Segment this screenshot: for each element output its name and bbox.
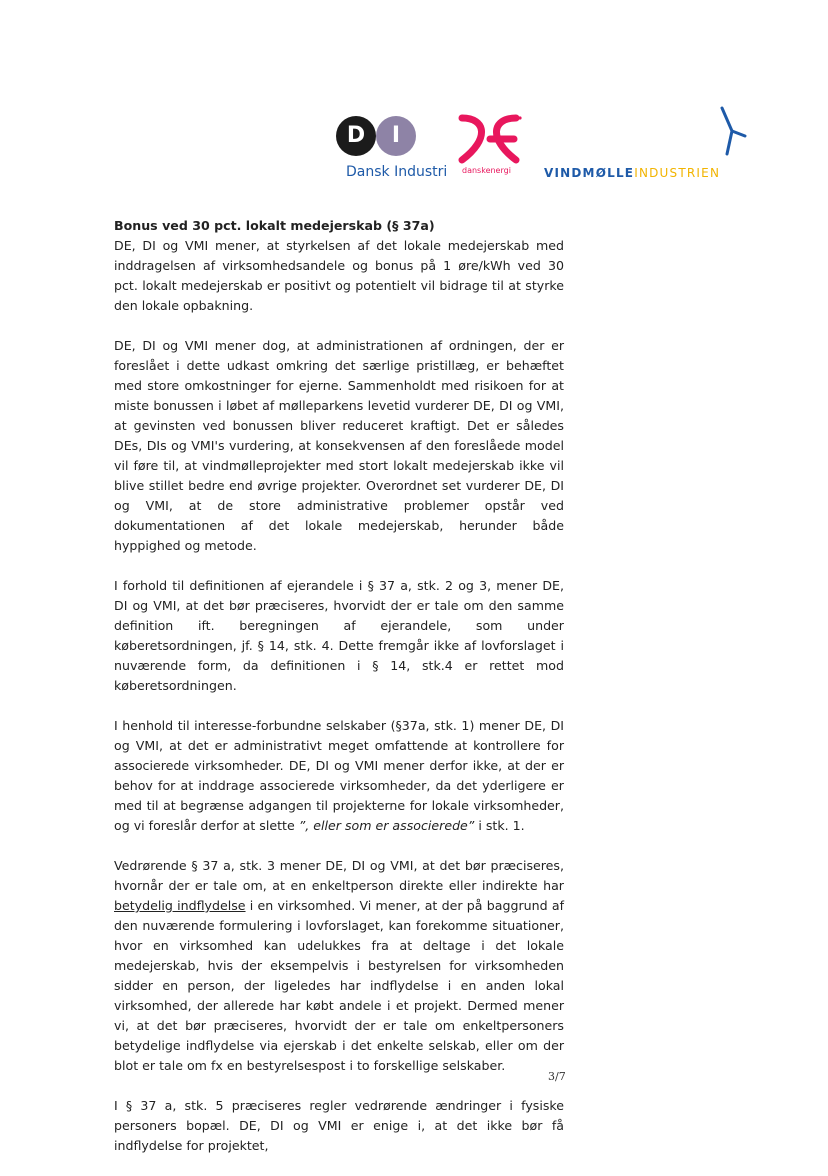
dansk-industri-name: Dansk Industri [346, 164, 448, 180]
paragraph-5 [114, 856, 564, 1076]
paragraph-4 [114, 716, 564, 836]
paragraph-text: DE, DI og VMI mener, at styrkelsen af det lokale medejerskab med inddragelsen af virksomhedsandele og bonus på 1 øre/kWh ved 30 pct. lokalt medejerskab er positivt og potentielt vil bidrage til at styrke den lokale opbakning. [114, 238, 564, 313]
quoted-phrase: ”, eller som er associerede” [298, 818, 475, 833]
dansk-industri-logo [334, 116, 448, 188]
di-letter-i: I [376, 116, 416, 156]
document-body [114, 216, 564, 1176]
paragraph-text: I § 37 a, stk. 5 præciseres regler vedrørende ændringer i fysiske personers bopæl. DE, DI og VMI er enige i, at det ikke bør få indflydelse for projektet, [114, 1098, 564, 1153]
vmi-name-part1: VINDMØLLE [544, 166, 635, 180]
dansk-energi-mark-icon [456, 114, 526, 164]
paragraph-6 [114, 1096, 564, 1156]
logo-bar [0, 100, 828, 190]
paragraph-text: I henhold til interesse-forbundne selskaber (§37a, stk. 1) mener DE, DI og VMI, at det er administrativt meget omfattende at kontrollere for associerede virksomheder. DE, DI og VMI mener derfor ikke, at der er behov for at inddrage associerede virksomheder, da det yderligere er med til at begrænse adgangen til projekterne for lokale virksomheder, og vi foreslår derfor at slette [114, 718, 564, 833]
section-heading: Bonus ved 30 pct. lokalt medejerskab (§ 37a) [114, 218, 435, 233]
vmi-name-part2: INDUSTRIEN [634, 166, 721, 180]
underlined-phrase: betydelig indflydelse [114, 898, 246, 913]
dansk-energi-logo [456, 114, 526, 184]
page-number: 3/7 [548, 1070, 566, 1083]
di-circles [336, 116, 416, 156]
paragraph-3 [114, 576, 564, 696]
dansk-energi-name: danskenergi [462, 166, 511, 175]
paragraph-text: Vedrørende § 37 a, stk. 3 mener DE, DI og VMI, at det bør præciseres, hvornår der er tale om, at en enkeltperson direkte eller indirekte har [114, 858, 564, 893]
paragraph-text: i en virksomhed. Vi mener, at der på baggrund af den nuværende formulering i lovforslaget, kan forekomme situationer, hvor en virksomhed kan udelukkes fra at deltage i det lokale medejerskab, hvis der eksempelvis i bestyrelsen for virksomheden sidder en person, der ligeledes har indflydelse i en anden lokal virksomhed, der allerede har købt andele i et projekt. Dermed mener vi, at det bør præciseres, hvorvidt der er tale om enkeltpersoners betydelige indflydelse via ejerskab i det enkelte selskab, eller om der blot er tale om fx en bestyrelsespost i to forskellige selskaber. [114, 898, 564, 1073]
paragraph-2 [114, 336, 564, 556]
vindmolleindustrien-logo [544, 106, 744, 186]
paragraph-text: i stk. 1. [474, 818, 525, 833]
vindmolleindustrien-name [544, 166, 720, 180]
di-letter-d: D [336, 116, 376, 156]
paragraph-1 [114, 236, 564, 316]
wind-turbine-icon [718, 106, 748, 158]
paragraph-text: I forhold til definitionen af ejerandele i § 37 a, stk. 2 og 3, mener DE, DI og VMI, at det bør præciseres, hvorvidt der er tale om den samme definition ift. beregningen af ejerandele, som under køberetsordningen, jf. § 14, stk. 4. Dette fremgår ikke af lovforslaget i nuværende form, da definitionen i § 14, stk.4 er rettet mod køberetsordningen. [114, 578, 564, 693]
paragraph-text: DE, DI og VMI mener dog, at administrationen af ordningen, der er foreslået i dette udkast omkring det særlige pristillæg, er behæftet med store omkostninger for ejerne. Sammenholdt med risikoen for at miste bonussen i løbet af mølleparkens levetid vurderer DE, DI og VMI, at gevinsten ved bonussen bliver reduceret kraftigt. Det er således DEs, DIs og VMI's vurdering, at konsekvensen af den foreslåede model vil føre til, at vindmølleprojekter med stort lokalt medejerskab ikke vil blive stillet bedre end øvrige projekter. Overordnet set vurderer DE, DI og VMI, at de store administrative problemer opstår ved dokumentationen af det lokale medejerskab, herunder både hyppighed og metode. [114, 338, 564, 553]
